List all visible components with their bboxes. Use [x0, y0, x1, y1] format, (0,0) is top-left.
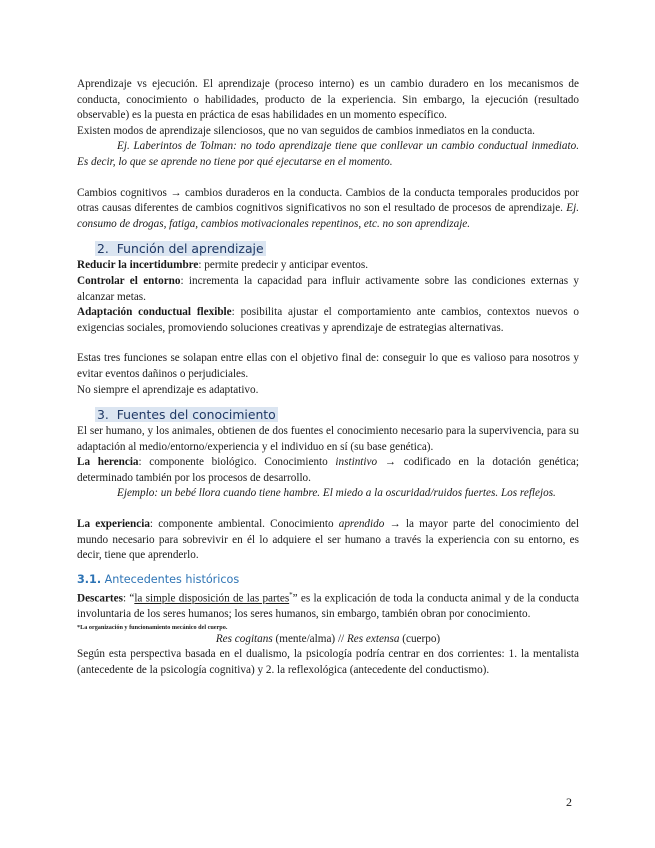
paragraph: No siempre el aprendizaje es adaptativo.	[77, 383, 259, 396]
paragraph: Cambios cognitivos → cambios duraderos en la conducta. Cambios de la conducta temporales producidos por otras causas diferentes de cambios cognitivos significativos no son el resultado de procesos de aprendizaje. Ej. consumo de drogas, fatiga, cambios motivacionales repentinos, etc. no son aprendizaje.	[77, 186, 579, 230]
paragraph: Descartes: “la simple disposición de las partes*” es la explicación de toda la conducta animal y de la conducta involuntaria de los seres humanos; los seres humanos, sin embargo, también obran por conocimiento.	[77, 590, 580, 621]
subsection-heading: 3.1. Antecedentes históricos	[77, 572, 240, 586]
paragraph: Aprendizaje vs ejecución. El aprendizaje (proceso interno) es un cambio duradero en los mecanismos de conducta, conocimiento o habilidades, producto de la experiencia. Sin embargo, la ejecución (resultado observable) es la puesta en práctica de esas habilidades en un momento específico.	[77, 78, 579, 122]
section-heading-3: 3. Fuentes del conocimiento	[97, 407, 276, 423]
example-paragraph: Ej. Laberintos de Tolman: no todo aprendizaje tiene que conllevar un cambio conductual inmediato. Es decir, lo que se aprende no tiene por qué ejecutarse en el momento.	[77, 140, 579, 168]
centered-line: Res cogitans (mente/alma) // Res extensa (cuerpo)	[215, 632, 441, 645]
paragraph: Según esta perspectiva basada en el dualismo, la psicología podría centrar en dos corrientes: 1. la mentalista (antecedente de la psicología cognitiva) y 2. la reflexológica (antecedente del conductismo).	[77, 648, 579, 676]
list-item: Reducir la incertidumbre: permite predecir y anticipar eventos.	[77, 259, 369, 272]
example-paragraph: Ejemplo: un bebé llora cuando tiene hambre. El miedo a la oscuridad/ruidos fuertes. Los reflejos.	[117, 487, 556, 500]
section-heading-2: 2. Función del aprendizaje	[97, 241, 264, 257]
paragraph: El ser humano, y los animales, obtienen de dos fuentes el conocimiento necesario para la supervivencia, para su adaptación al medio/entorno/experiencia y el individuo en sí (su base genética).	[77, 425, 579, 453]
paragraph: Estas tres funciones se solapan entre ellas con el objetivo final de: conseguir lo que es valioso para nosotros y evitar eventos dañinos o perjudiciales.	[77, 352, 579, 380]
list-item: Adaptación conductual flexible: posibilita ajustar el comportamiento ante cambios, contextos nuevos o exigencias sociales, promoviendo soluciones creativas y aprendizaje de estrategias alternativas.	[77, 306, 579, 334]
paragraph: Existen modos de aprendizaje silenciosos, que no van seguidos de cambios inmediatos en la conducta.	[77, 124, 535, 137]
paragraph: La herencia: componente biológico. Conocimiento instintivo → codificado en la dotación genética; determinado también por los procesos de desarrollo.	[77, 456, 579, 484]
paragraph: La experiencia: componente ambiental. Conocimiento aprendido → la mayor parte del conocimiento del mundo necesario para sobrevivir en él lo adquiere el ser humano a través la experiencia con su entorno, es decir, tiene que aprenderlo.	[77, 518, 579, 562]
page-number: 2	[566, 795, 572, 809]
list-item: Controlar el entorno: incrementa la capacidad para influir activamente sobre las condiciones externas y alcanzar metas.	[77, 274, 579, 303]
page-content	[77, 77, 579, 679]
footnote: *La organización y funcionamiento mecánico del cuerpo.	[77, 623, 228, 631]
